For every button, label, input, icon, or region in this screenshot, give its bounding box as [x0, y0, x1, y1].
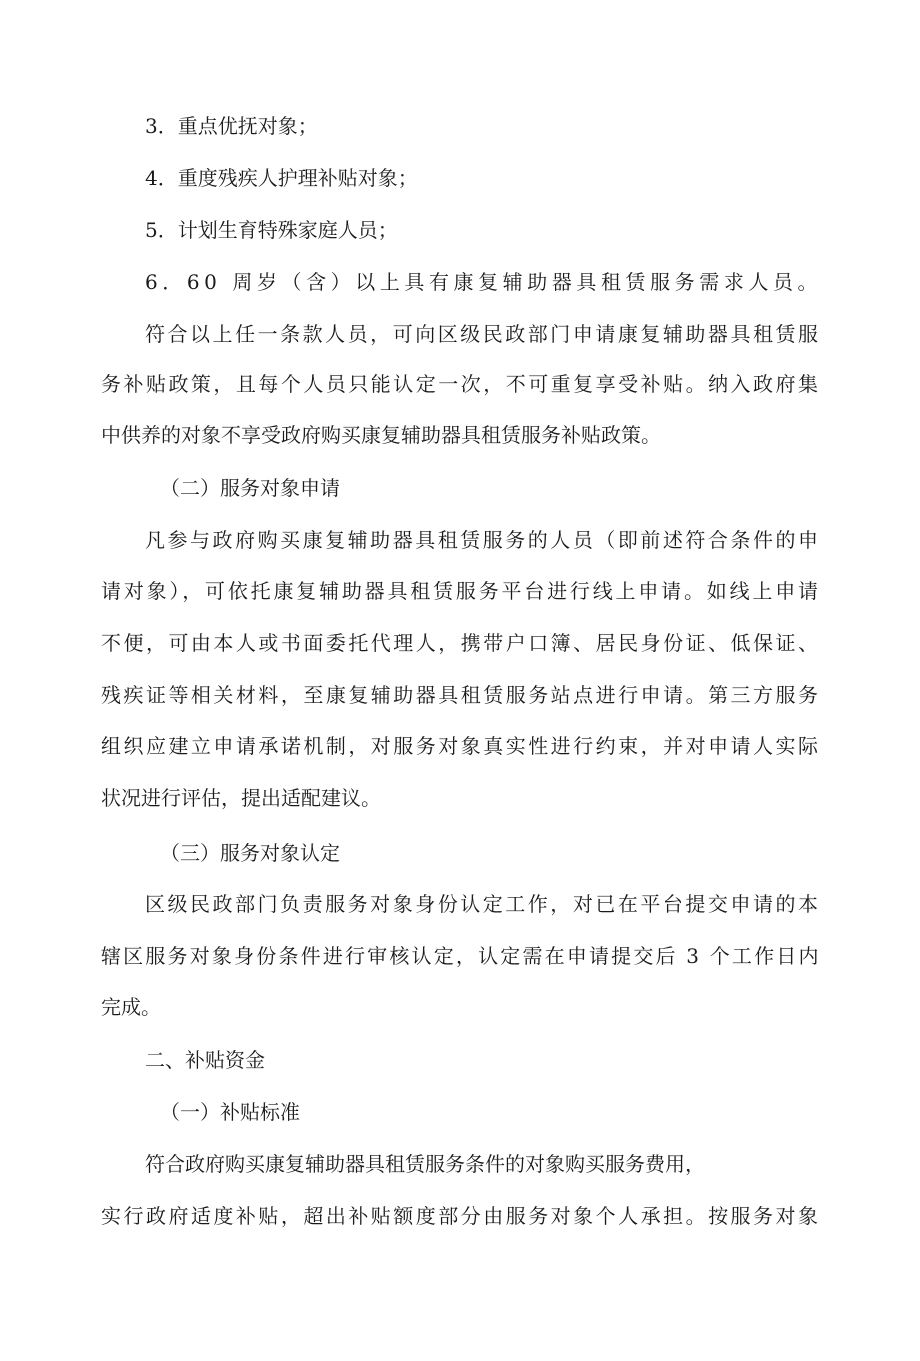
paragraph-line: 不便，可由本人或书面委托代理人，携带户口簿、居民身份证、低保证、 — [101, 631, 821, 655]
paragraph-line: 完成。 — [101, 995, 161, 1019]
paragraph-line: 符合政府购买康复辅助器具租赁服务条件的对象购买服务费用， — [145, 1152, 705, 1176]
paragraph-line: 残疾证等相关材料，至康复辅助器具租赁服务站点进行申请。第三方服务 — [101, 683, 821, 707]
chapter-heading: 二、补贴资金 — [145, 1048, 265, 1072]
paragraph-line: 中供养的对象不享受政府购买康复辅助器具租赁服务补贴政策。 — [101, 423, 661, 447]
section-heading: （一）补贴标准 — [160, 1100, 300, 1124]
list-item-5: 5．计划生育特殊家庭人员； — [145, 218, 398, 242]
paragraph-line: 请对象），可依托康复辅助器具租赁服务平台进行线上申请。如线上申请 — [101, 579, 821, 603]
paragraph-line: 区级民政部门负责服务对象身份认定工作，对已在平台提交申请的本 — [145, 892, 821, 916]
paragraph-line: 实行政府适度补贴，超出补贴额度部分由服务对象个人承担。按服务对象 — [101, 1204, 821, 1228]
list-item-3: 3．重点优抚对象； — [145, 114, 318, 138]
list-item-4: 4．重度残疾人护理补贴对象； — [145, 166, 418, 190]
paragraph-line: 务补贴政策，且每个人员只能认定一次，不可重复享受补贴。纳入政府集 — [101, 372, 821, 396]
paragraph-line: 辖区服务对象身份条件进行审核认定，认定需在申请提交后 3 个工作日内 — [101, 944, 821, 968]
paragraph-line: 凡参与政府购买康复辅助器具租赁服务的人员（即前述符合条件的申 — [145, 528, 821, 552]
section-heading: （二）服务对象申请 — [160, 476, 340, 500]
paragraph-line: 状况进行评估，提出适配建议。 — [101, 786, 381, 810]
section-heading: （三）服务对象认定 — [160, 841, 340, 865]
list-item-6: 6．60 周岁（含）以上具有康复辅助器具租赁服务需求人员。 — [145, 270, 823, 294]
paragraph-line: 符合以上任一条款人员，可向区级民政部门申请康复辅助器具租赁服 — [145, 322, 821, 346]
paragraph-line: 组织应建立申请承诺机制，对服务对象真实性进行约束，并对申请人实际 — [101, 734, 821, 758]
